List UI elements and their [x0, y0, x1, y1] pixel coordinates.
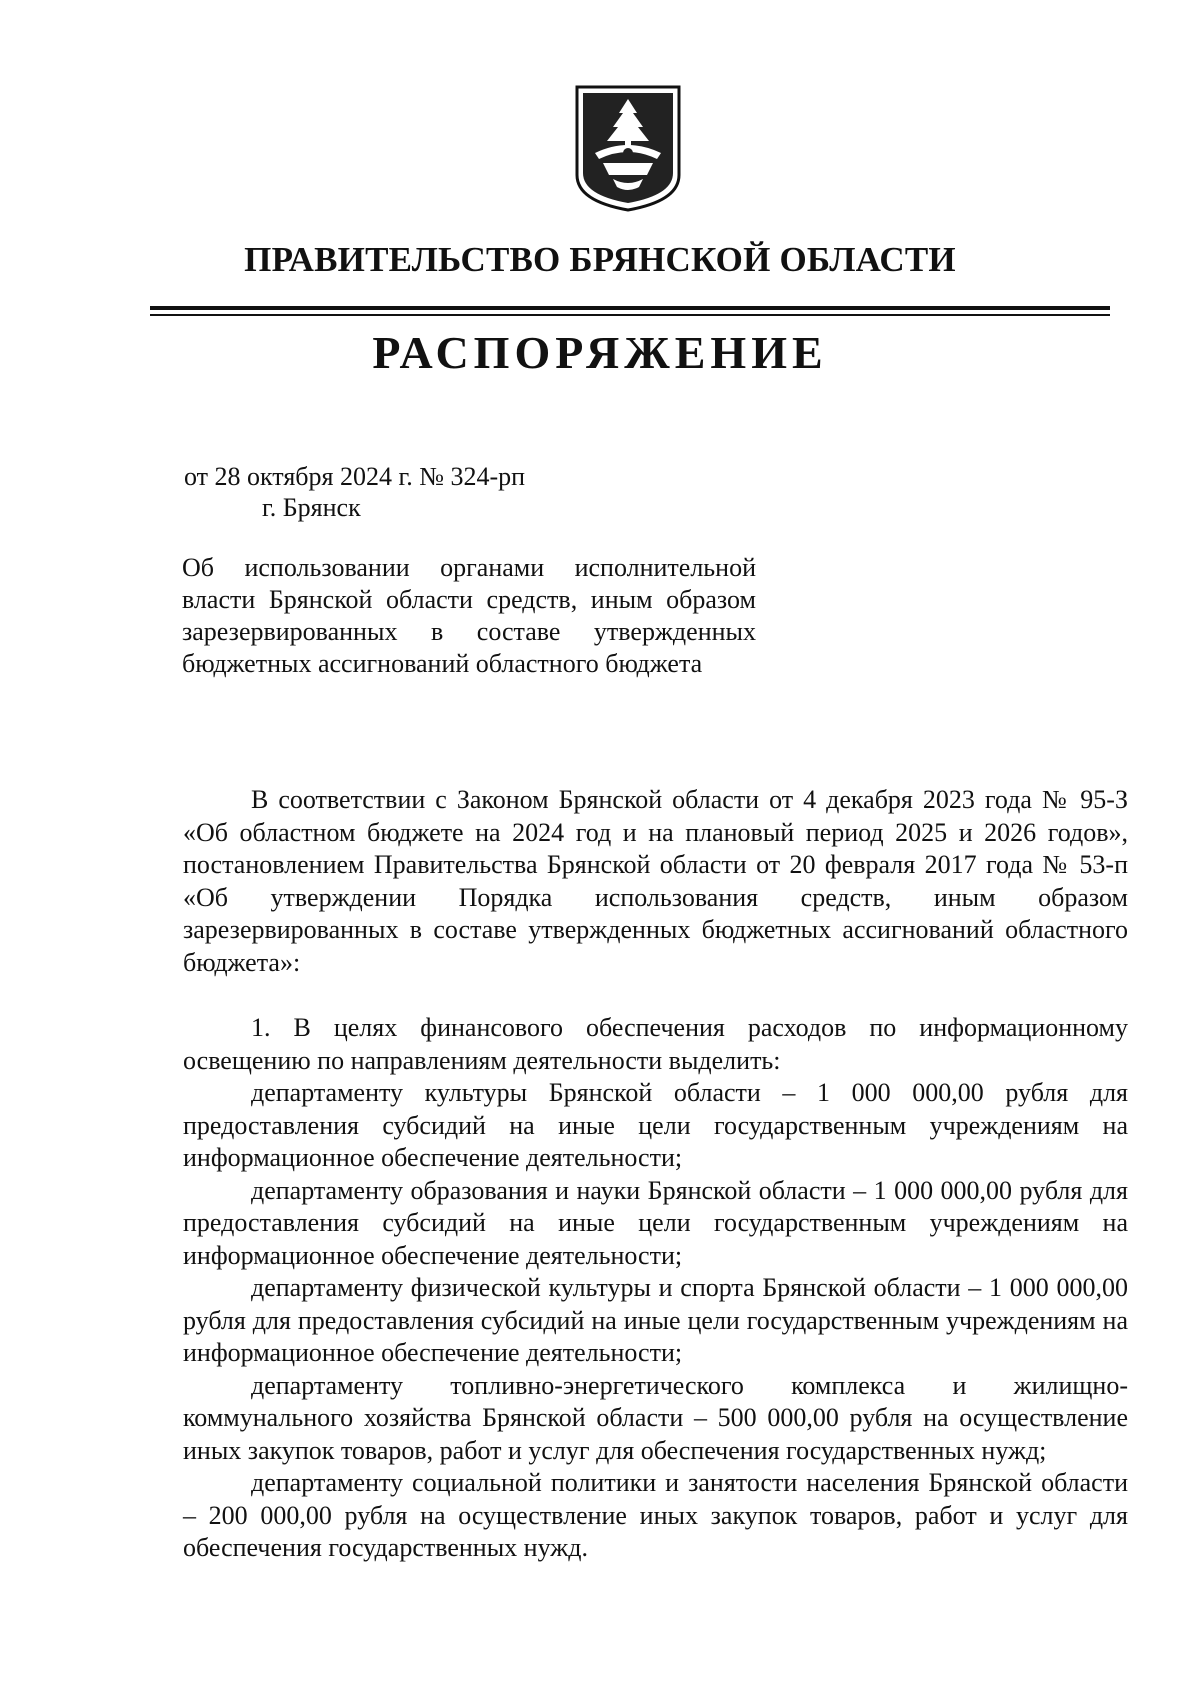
document-title: Об использовании органами исполнительной власти Брянской области средств, иным образом зарезервированных в составе утвержденных бюджетных ассигнований областного бюджета	[182, 553, 756, 678]
coat-of-arms-icon	[573, 83, 683, 213]
authority-heading: ПРАВИТЕЛЬСТВО БРЯНСКОЙ ОБЛАСТИ	[244, 240, 956, 279]
allocation-item: департаменту социальной политики и занятости населения Брянской области – 200 000,00 рубля на осуществление иных закупок товаров, работ и услуг для обеспечения государственных нужд.	[183, 1468, 1128, 1562]
allocation-item: департаменту культуры Брянской области – 1 000 000,00 рубля для предоставления субсидий на иные цели государственным учреждениям на информационное обеспечение деятельности;	[183, 1078, 1128, 1172]
place-of-issue: г. Брянск	[262, 493, 361, 522]
allocation-item: департаменту топливно-энергетического комплекса и жилищно-коммунального хозяйства Брянской области – 500 000,00 рубля на осуществление иных закупок товаров, работ и услуг для обеспечения государственных нужд;	[183, 1370, 1128, 1465]
allocation-item: департаменту физической культуры и спорта Брянской области – 1 000 000,00 рубля для предоставления субсидий на иные цели государственным учреждениям на информационное обеспечение деятельности;	[183, 1273, 1128, 1367]
header-rule-thick	[150, 306, 1110, 310]
header-rule-thin	[150, 314, 1110, 316]
item-1-intro: 1. В целях финансового обеспечения расходов по информационному освещению по направлениям деятельности выделить:	[183, 1013, 1128, 1075]
date-and-number: от 28 октября 2024 г. № 324-рп	[184, 462, 526, 491]
preamble-paragraph: В соответствии с Законом Брянской области от 4 декабря 2023 года № 95-З «Об областном бюджете на 2024 год и на плановый период 2025 и 2026 годов», постановлением Правительства Брянской области от 20 февраля 2017 года № 53-п «Об утверждении Порядка использования средств, иным образом зарезервированных в составе утвержденных бюджетных ассигнований областного бюджета»:	[183, 785, 1128, 977]
document-body	[183, 784, 1128, 1565]
allocation-item: департаменту образования и науки Брянской области – 1 000 000,00 рубля для предоставления субсидий на иные цели государственным учреждениям на информационное обеспечение деятельности;	[183, 1175, 1128, 1270]
document-type-heading: РАСПОРЯЖЕНИЕ	[372, 327, 828, 378]
